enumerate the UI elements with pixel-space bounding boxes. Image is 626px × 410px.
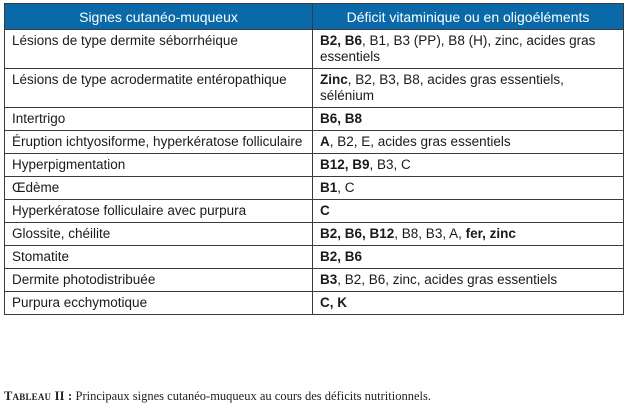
cell-deficit <box>313 246 624 269</box>
deficit-primary: C <box>320 203 330 218</box>
cell-sign: Lésions de type acrodermatite entéropathique <box>5 69 313 108</box>
deficit-secondary: , B3, C <box>369 157 411 172</box>
cell-deficit <box>313 154 624 177</box>
deficit-primary: Zinc <box>320 72 348 87</box>
deficit-primary: B2, B6 <box>320 249 363 264</box>
deficit-secondary: , B2, B6, zinc, acides gras essentiels <box>337 272 558 287</box>
cell-deficit <box>313 69 624 108</box>
deficit-primary: B1 <box>320 180 338 195</box>
header-row <box>5 4 624 30</box>
cell-deficit <box>313 200 624 223</box>
caption-label: Tableau II : <box>4 389 73 403</box>
cell-sign: Œdème <box>5 177 313 200</box>
deficit-primary: B12, B9 <box>320 157 370 172</box>
table-row <box>5 30 624 69</box>
table-header <box>5 4 624 30</box>
deficit-primary: fer, zinc <box>465 226 516 241</box>
table-row <box>5 154 624 177</box>
table-row <box>5 200 624 223</box>
cell-deficit <box>313 131 624 154</box>
table-row <box>5 269 624 292</box>
cell-sign: Hyperkératose folliculaire avec purpura <box>5 200 313 223</box>
deficit-primary: C, K <box>320 295 347 310</box>
cell-sign: Stomatite <box>5 246 313 269</box>
deficit-secondary: , B2, B3, B8, acides gras essentiels, sélénium <box>320 72 564 103</box>
deficit-secondary: , B1, B3 (PP), B8 (H), zinc, acides gras essentiels <box>320 33 596 64</box>
table-row <box>5 108 624 131</box>
cell-sign: Hyperpigmentation <box>5 154 313 177</box>
deficit-primary: B3 <box>320 272 338 287</box>
cell-deficit <box>313 223 624 246</box>
header-deficit: Déficit vitaminique ou en oligoéléments <box>313 4 624 30</box>
cell-deficit <box>313 30 624 69</box>
table-row <box>5 292 624 315</box>
deficit-secondary: , B2, E, acides gras essentiels <box>329 134 511 149</box>
cell-sign: Glossite, chéilite <box>5 223 313 246</box>
cell-sign: Éruption ichtyosiforme, hyperkératose folliculaire <box>5 131 313 154</box>
cell-deficit <box>313 177 624 200</box>
deficit-primary: A <box>320 134 330 149</box>
table-row <box>5 131 624 154</box>
table-row <box>5 69 624 108</box>
deficits-table <box>4 3 624 315</box>
cell-sign: Lésions de type dermite séborrhéique <box>5 30 313 69</box>
deficit-secondary: , C <box>337 180 355 195</box>
cell-deficit <box>313 108 624 131</box>
cell-deficit <box>313 269 624 292</box>
table-body <box>5 30 624 315</box>
cell-sign: Dermite photodistribuée <box>5 269 313 292</box>
deficit-secondary: , B8, B3, A, <box>394 226 466 241</box>
cell-sign: Purpura ecchymotique <box>5 292 313 315</box>
deficit-primary: B2, B6 <box>320 33 363 48</box>
table-row <box>5 246 624 269</box>
deficit-primary: B6, B8 <box>320 111 363 126</box>
deficit-primary: B2, B6, B12 <box>320 226 395 241</box>
table-row <box>5 223 624 246</box>
cell-sign: Intertrigo <box>5 108 313 131</box>
caption-text: Principaux signes cutanéo-muqueux au cours des déficits nutritionnels. <box>72 389 431 403</box>
table-row <box>5 177 624 200</box>
header-signes: Signes cutanéo-muqueux <box>5 4 313 30</box>
table-caption <box>4 389 431 404</box>
cell-deficit <box>313 292 624 315</box>
